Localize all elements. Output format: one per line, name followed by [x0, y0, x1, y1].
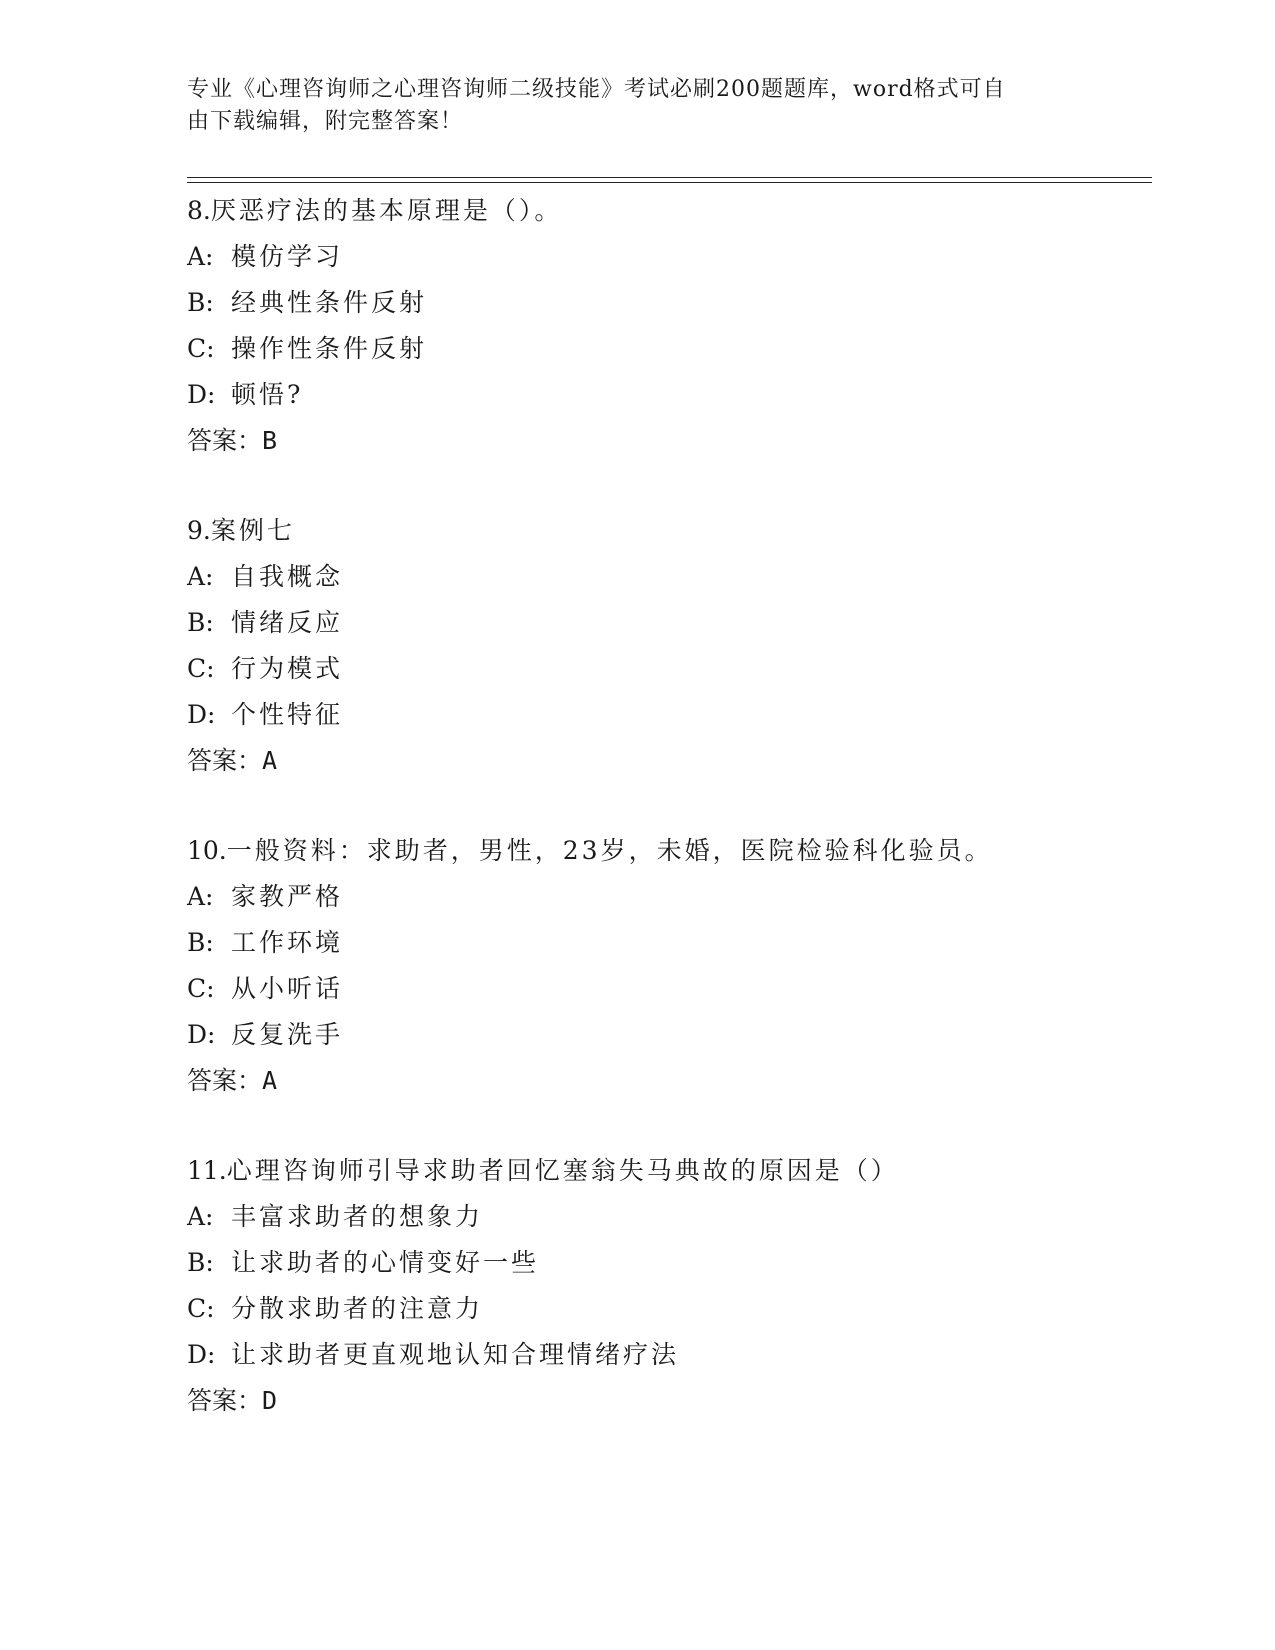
option-c: [187, 326, 1152, 372]
answer-label: 答案：: [187, 1066, 263, 1095]
option-d: [187, 692, 1152, 738]
question-number: 11.: [187, 1156, 227, 1185]
option-text: 反复洗手: [231, 1020, 344, 1049]
option-a: [187, 234, 1152, 280]
question-stem: [187, 508, 1152, 554]
option-d: [187, 372, 1152, 418]
option-text: 让求助者更直观地认知合理情绪疗法: [231, 1340, 680, 1369]
option-key: D:: [187, 700, 216, 729]
answer-line: [187, 1058, 1152, 1104]
option-key: D:: [187, 380, 216, 409]
option-key: D:: [187, 1340, 216, 1369]
option-a: [187, 554, 1152, 600]
option-text: 丰富求助者的想象力: [231, 1202, 484, 1231]
option-text: 让求助者的心情变好一些: [231, 1248, 540, 1277]
option-a: [187, 1194, 1152, 1240]
option-key: A:: [187, 242, 214, 271]
question-9: [187, 508, 1152, 784]
answer-line: [187, 738, 1152, 784]
answer-value: A: [262, 1066, 278, 1095]
option-text: 操作性条件反射: [231, 334, 428, 363]
option-text: 顿悟?: [231, 380, 304, 409]
option-b: [187, 600, 1152, 646]
option-c: [187, 1286, 1152, 1332]
option-key: C:: [187, 1294, 215, 1323]
option-d: [187, 1332, 1152, 1378]
option-key: D:: [187, 1020, 216, 1049]
document-header: [187, 74, 1067, 138]
option-d: [187, 1012, 1152, 1058]
option-key: B:: [187, 288, 214, 317]
option-key: C:: [187, 334, 215, 363]
option-text: 工作环境: [231, 928, 344, 957]
answer-line: [187, 1378, 1152, 1424]
question-text: 案例七: [210, 516, 295, 545]
option-key: B:: [187, 1248, 214, 1277]
question-list: [187, 188, 1152, 1468]
option-key: A:: [187, 1202, 214, 1231]
question-text: 厌恶疗法的基本原理是（）。: [210, 196, 563, 225]
question-8: [187, 188, 1152, 464]
option-c: [187, 966, 1152, 1012]
option-text: 模仿学习: [231, 242, 344, 271]
answer-value: A: [262, 746, 278, 775]
option-text: 自我概念: [231, 562, 344, 591]
option-text: 分散求助者的注意力: [231, 1294, 484, 1323]
option-text: 个性特征: [231, 700, 344, 729]
question-stem: [187, 1148, 1152, 1194]
question-text: 心理咨询师引导求助者回忆塞翁失马典故的原因是（）: [226, 1156, 899, 1185]
option-b: [187, 920, 1152, 966]
answer-line: [187, 418, 1152, 464]
option-key: B:: [187, 608, 214, 637]
option-key: B:: [187, 928, 214, 957]
option-text: 从小听话: [231, 974, 344, 1003]
answer-label: 答案：: [187, 746, 263, 775]
question-stem: [187, 188, 1152, 234]
header-divider-top: [187, 177, 1152, 178]
option-b: [187, 1240, 1152, 1286]
option-text: 经典性条件反射: [231, 288, 428, 317]
answer-value: D: [262, 1386, 278, 1415]
answer-label: 答案：: [187, 426, 263, 455]
header-line-1: 专业《心理咨询师之心理咨询师二级技能》考试必刷200题题库，word格式可自: [187, 77, 1006, 102]
option-key: C:: [187, 974, 215, 1003]
option-key: A:: [187, 562, 214, 591]
option-b: [187, 280, 1152, 326]
option-key: C:: [187, 654, 215, 683]
option-key: A:: [187, 882, 214, 911]
question-11: [187, 1148, 1152, 1424]
answer-label: 答案：: [187, 1386, 263, 1415]
option-text: 情绪反应: [231, 608, 344, 637]
header-line-2: 由下载编辑，附完整答案！: [187, 109, 464, 134]
option-text: 行为模式: [231, 654, 344, 683]
question-number: 10.: [187, 836, 227, 865]
question-10: [187, 828, 1152, 1104]
question-stem: [187, 828, 1152, 874]
question-number: 9.: [187, 516, 211, 545]
option-text: 家教严格: [231, 882, 344, 911]
header-divider-bottom: [187, 182, 1152, 183]
option-c: [187, 646, 1152, 692]
answer-value: B: [262, 426, 278, 455]
option-a: [187, 874, 1152, 920]
question-number: 8.: [187, 196, 211, 225]
question-text: 一般资料：求助者，男性，23岁，未婚，医院检验科化验员。: [226, 836, 993, 865]
